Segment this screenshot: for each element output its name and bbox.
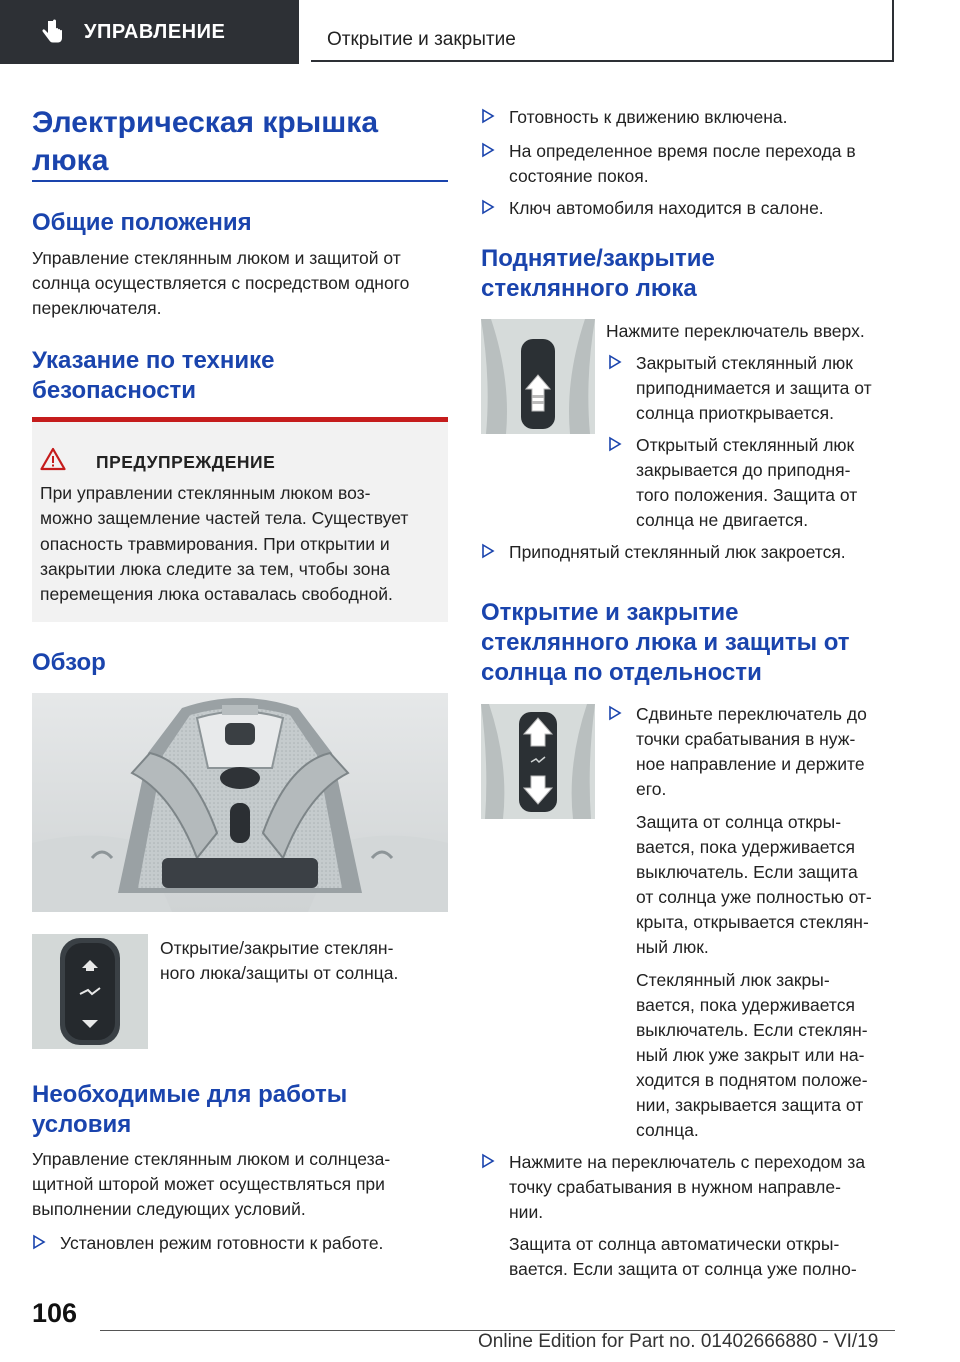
hand-icon <box>40 19 64 45</box>
list-item: Приподнятый стеклянный люк закроется. <box>481 540 901 565</box>
triangle-bullet-icon <box>608 705 622 721</box>
list-item: На определенное время после перехода в состояние покоя. <box>481 139 901 189</box>
triangle-bullet-icon <box>481 108 495 124</box>
switch-caption: Открытие/закрытие стеклян- ного люка/защиты от солнца. <box>160 938 399 983</box>
list-item: Сдвиньте переключатель до точки срабатывания в нуж- ное направление и держите его. <box>608 702 908 802</box>
roof-console-image <box>32 693 448 912</box>
switch-slide-image <box>481 704 595 819</box>
triangle-bullet-icon <box>608 354 622 370</box>
warning-triangle-icon <box>40 447 66 471</box>
section-tab[interactable] <box>0 0 299 64</box>
title-rule <box>32 180 448 182</box>
auto-open-text: Защита от солнца автоматически откры- вается. Если защита от солнца уже полно- <box>509 1234 857 1279</box>
section-title: УПРАВЛЕНИЕ <box>84 20 226 43</box>
triangle-bullet-icon <box>608 436 622 452</box>
triangle-bullet-icon <box>481 543 495 559</box>
warning-box <box>32 417 448 622</box>
conditions-text: Управление стеклянным люком и солнцеза- щитной шторой может осуществляться при выполнении следующих условий. <box>32 1149 391 1219</box>
warning-title: ПРЕДУПРЕЖДЕНИЕ <box>96 452 276 472</box>
raise-intro: Нажмите переключатель вверх. <box>606 321 865 341</box>
separate-heading: Открытие и закрытие стеклянного люка и защиты от солнца по отдельности <box>481 599 850 686</box>
triangle-bullet-icon <box>481 1153 495 1169</box>
overview-heading: Обзор <box>32 649 106 676</box>
chapter-title: Открытие и закрытие <box>327 29 516 50</box>
list-item: Открытый стеклянный люк закрывается до приподня- того положения. Защита от солнца не двигается. <box>608 433 908 533</box>
general-heading: Общие положения <box>32 209 252 236</box>
list-item: Готовность к движению включена. <box>481 105 901 130</box>
conditions-heading: Необходимые для работы условия <box>32 1081 348 1138</box>
page-title: Электрическая крышка люка <box>32 106 379 177</box>
edition-text: Online Edition for Part no. 01402666880 - VI/19 <box>478 1331 879 1352</box>
list-item: Нажмите на переключатель с переходом за точку срабатывания в нужном направле- нии. <box>481 1150 911 1225</box>
page-number: 106 <box>32 1298 78 1328</box>
raise-heading: Поднятие/закрытие стеклянного люка <box>481 245 715 302</box>
general-text: Управление стеклянным люком и защитой от солнца осуществляется с посредством одного переключателя. <box>32 248 410 318</box>
triangle-bullet-icon <box>32 1234 46 1250</box>
triangle-bullet-icon <box>481 142 495 158</box>
switch-image <box>32 934 148 1049</box>
glass-roof-text: Стеклянный люк закры- вается, пока удерживается выключатель. Если стеклян- ный люк уже закрыт или на- ходится в поднятом положе- нии, закрывается защита от солнца. <box>636 970 868 1140</box>
switch-up-image <box>481 319 595 434</box>
list-item: Установлен режим готовности к работе. <box>32 1231 452 1256</box>
list-item: Ключ автомобиля находится в салоне. <box>481 196 901 221</box>
safety-heading: Указание по технике безопасности <box>32 347 275 404</box>
sunshade-text: Защита от солнца откры- вается, пока удерживается выключатель. Если защита от солнца уже полностью от- крыта, открывается стеклян- ный люк. <box>636 812 872 957</box>
chapter-tab[interactable] <box>311 0 894 62</box>
triangle-bullet-icon <box>481 199 495 215</box>
warning-text: При управлении стеклянным люком воз- можно защемление частей тела. Существует опасность травмирования. При открытии и закрытии люка следите за тем, чтобы зона перемещения люка оставалась свободной. <box>40 483 409 605</box>
list-item: Закрытый стеклянный люк приподнимается и защита от солнца приоткрывается. <box>608 351 908 426</box>
